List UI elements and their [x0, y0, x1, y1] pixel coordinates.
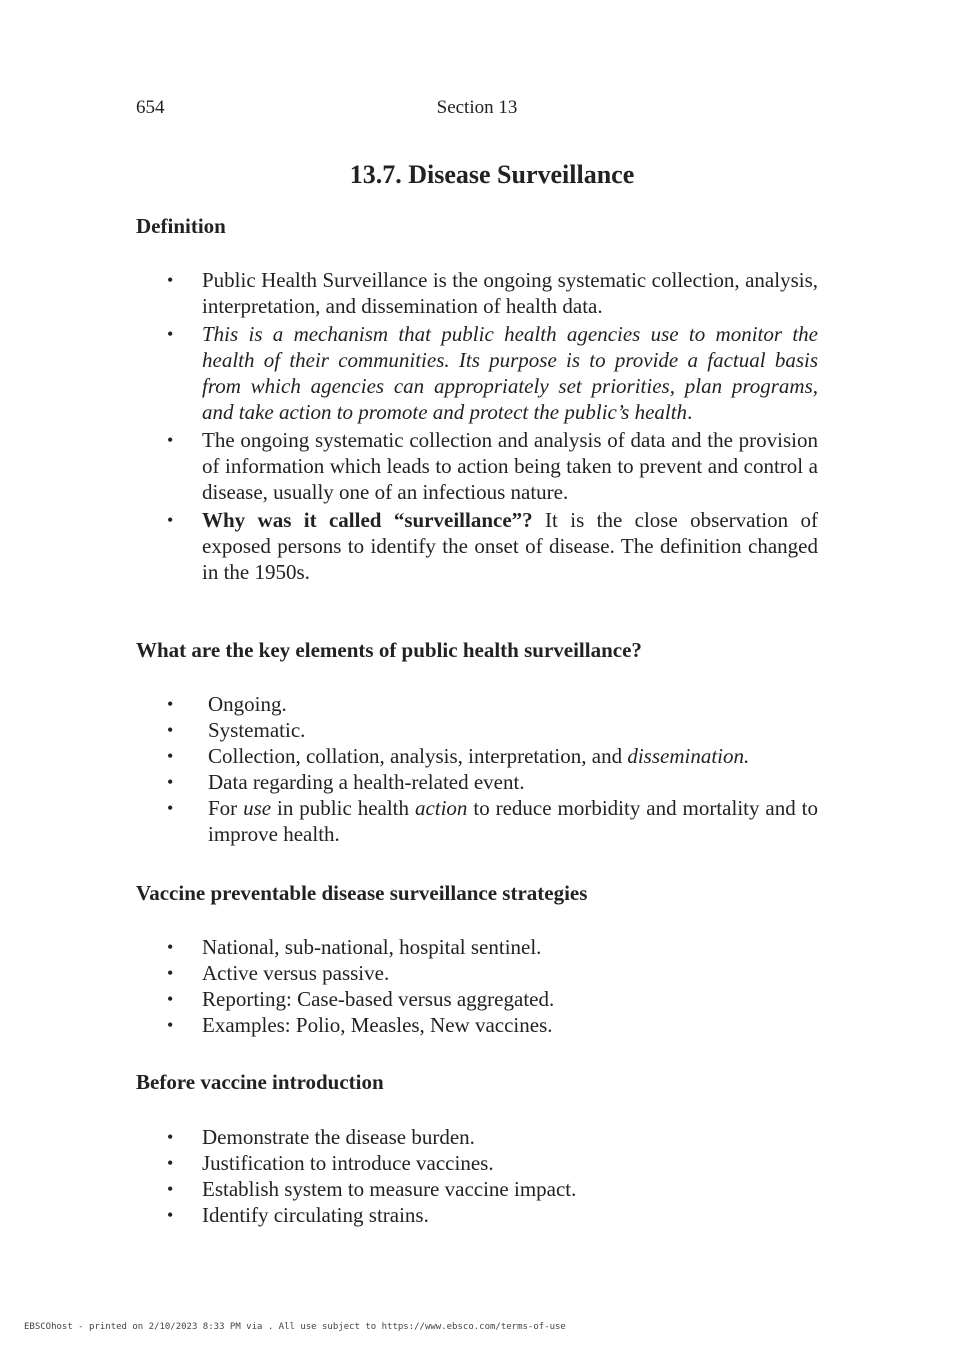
bullet-icon: • — [167, 270, 174, 290]
bullet-icon: • — [167, 694, 174, 714]
running-head: Section 13 — [436, 97, 518, 118]
page-title: 13.7. Disease Surveillance — [349, 160, 635, 189]
bullet-icon: • — [167, 430, 174, 450]
bullet-icon: • — [167, 937, 174, 957]
bullet-icon: • — [167, 510, 174, 530]
bullet-icon: • — [167, 989, 174, 1009]
key-elements-list — [165, 691, 818, 847]
section-heading-key-elements: What are the key elements of public health surveillance? — [136, 638, 642, 662]
list-item: • Identify circulating strains. — [167, 1203, 429, 1227]
bullet-icon: • — [167, 324, 174, 344]
list-item: • Collection, collation, analysis, interpretation, and dissemination. — [167, 744, 750, 768]
list-item: • Justification to introduce vaccines. — [167, 1151, 494, 1175]
list-item: • Why was it called “surveillance”? It is the close observation of exposed persons to identify the onset of disease. The definition changed in the 1950s. — [167, 508, 819, 584]
bullet-icon: • — [167, 1205, 174, 1225]
bullet-icon: • — [167, 1015, 174, 1035]
list-item: • This is a mechanism that public health agencies use to monitor the health of their communities. Its purpose is to provide a factual basis from which agencies can appropriately set priorities, plan programs, and take action to promote and protect the public’s health. — [167, 322, 818, 424]
list-item: • Data regarding a health-related event. — [167, 770, 525, 794]
strategies-list — [165, 934, 818, 1038]
list-item: • Systematic. — [167, 718, 306, 742]
list-item: • Demonstrate the disease burden. — [167, 1125, 475, 1149]
list-item: • For use in public health action to reduce morbidity and mortality and to improve health. — [167, 796, 818, 846]
list-item: • Examples: Polio, Measles, New vaccines. — [167, 1013, 553, 1037]
list-item: • Reporting: Case-based versus aggregated. — [167, 987, 555, 1011]
section-heading-strategies: Vaccine preventable disease surveillance strategies — [136, 881, 588, 905]
bullet-icon: • — [167, 746, 174, 766]
bullet-icon: • — [167, 1153, 174, 1173]
list-item: • Active versus passive. — [167, 961, 390, 985]
section-heading-before-vaccine: Before vaccine introduction — [136, 1070, 384, 1094]
list-item: • Public Health Surveillance is the ongoing systematic collection, analysis, interpretation, and dissemination of health data. — [167, 268, 818, 318]
bullet-icon: • — [167, 963, 174, 983]
list-item: • The ongoing systematic collection and analysis of data and the provision of information which leads to action being taken to prevent and control a disease, usually one of an infectious nature. — [167, 428, 818, 504]
page-header — [136, 97, 818, 121]
definition-list — [165, 267, 818, 587]
bullet-icon: • — [167, 798, 174, 818]
bullet-icon: • — [167, 772, 174, 792]
before-vaccine-list — [165, 1124, 818, 1228]
list-item: • Establish system to measure vaccine impact. — [167, 1177, 577, 1201]
bullet-icon: • — [167, 1179, 174, 1199]
list-item: • Ongoing. — [167, 692, 287, 716]
list-item: • National, sub-national, hospital sentinel. — [167, 935, 542, 959]
bullet-icon: • — [167, 720, 174, 740]
page-number: 654 — [136, 97, 165, 118]
section-heading-definition: Definition — [136, 214, 226, 238]
print-footer: EBSCOhost - printed on 2/10/2023 8:33 PM via . All use subject to https://www.ebsco.com/terms-of-use — [24, 1322, 566, 1332]
bullet-icon: • — [167, 1127, 174, 1147]
